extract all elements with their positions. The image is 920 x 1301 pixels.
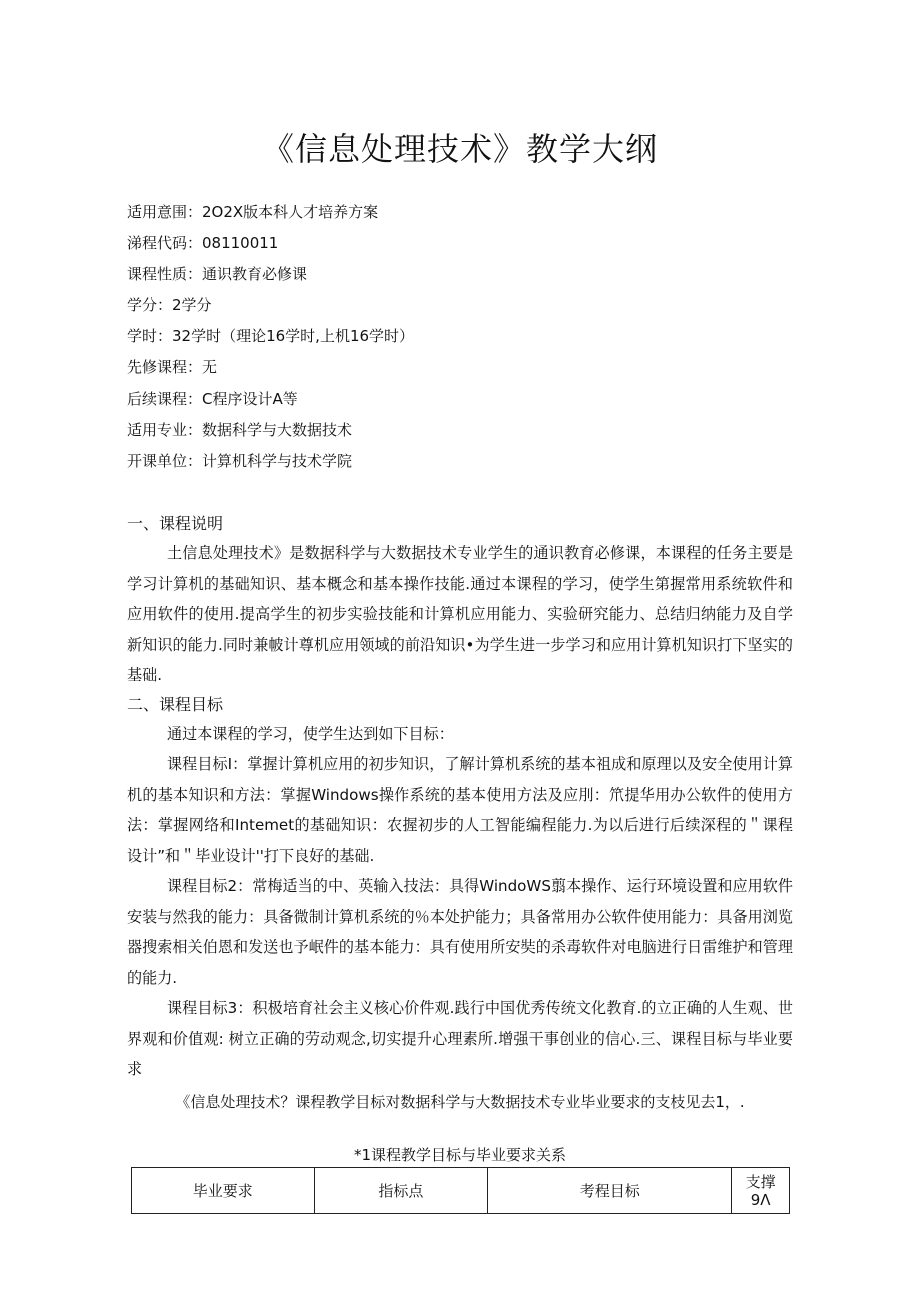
objective-1-paragraph: 课程目标I：掌握计算机应用的初步知识，了解计算机系统的基本祖成和原理以及安全使用计算机的基本知识和方法：掌握Windows操作系统的基本使用方法及应刖：笊提华用办公软件的使用方法：掌握网络和Intemet的基础知识：农握初步的人工智能编程能力.为以后进行后续深程的＂课程设计”和＂毕业设计''打下良好的基础. bbox=[127, 755, 793, 865]
header-support-top: 支撑 bbox=[745, 1172, 776, 1191]
objective-3-paragraph: 课程目标3：积极培育社会主义核心价件观.践行中国优秀传统文化教育.的立正确的人生观、世界观和价值观: 树立正确的劳动观念,切实提升心理素所.增强干事创业的信心.三、课程目标与毕业要求 bbox=[127, 999, 793, 1078]
syllabus-body bbox=[127, 510, 793, 1112]
course-info-department: 开课单位：计算机科学与技术学院 bbox=[127, 451, 353, 470]
course-info-hours: 学时：32学时（理论16学时,上机16学时） bbox=[127, 327, 415, 346]
objective-2-paragraph: 课程目标2：常梅适当的中、英输入技法：具得WindoWS翦本操作、运行环境设置和应用软件安装与然我的能力：具备微制计算机系统的％本处护能力；具备常用办公软件使用能力：具备用浏览器搜索相关伯恩和发送也予岷件的基本能力：具有使用所安奘的杀毒软件对电脑进行日雷维护和管理的能力. bbox=[127, 877, 793, 987]
support-relationship-sentence: 《信息处理技术？课程教学目标对数据科学与大数据技术专业毕业要求的支枝见去1，. bbox=[175, 1092, 745, 1111]
course-info-credits: 学分：2学分 bbox=[127, 296, 212, 315]
table-caption: *1课程教学目标与毕业要求关系 bbox=[353, 1146, 567, 1164]
course-info-code: 涕程代码：08110011 bbox=[127, 234, 279, 253]
section-heading-course-description: 一、课程说明 bbox=[127, 514, 224, 533]
objectives-intro: 通过本课程的学习，使学生达到如下目标： bbox=[167, 724, 454, 743]
course-description-paragraph: 土信息处理技术》是数据科学与大数据技术专业学生的通识教育必修课，本课程的任务主要是学习计算机的基础知识、基本概念和基本操作技能.通过本课程的学习，使学生第握常用系统软件和应用软件的使用.提高学生的初步实验技能和计算机应用能力、实验研究能力、总结归纳能力及自学新知识的能力.同时兼帔计尊机应用领域的前沿知识•为学生进一步学习和应用计算机知识打下坚实的基础. bbox=[127, 544, 793, 684]
header-support-bottom: 9Λ bbox=[750, 1190, 771, 1209]
course-info-block bbox=[127, 200, 414, 480]
header-indicator: 指标点 bbox=[314, 1168, 488, 1214]
course-info-followup: 后续课程：C程序设计A等 bbox=[127, 389, 298, 408]
header-course-objective: 考程目标 bbox=[488, 1168, 732, 1214]
header-graduation-requirement: 毕业要求 bbox=[132, 1168, 315, 1214]
section-heading-course-objectives: 二、课程目标 bbox=[127, 694, 224, 714]
course-info-scope: 适用意围：2O2X版本科人才培养方案 bbox=[127, 203, 379, 221]
document-title: 《信息处理技术》教学大纲 bbox=[261, 130, 658, 168]
course-info-major: 适用专业：数据科学与大数据技术 bbox=[127, 420, 353, 439]
table-header-row bbox=[132, 1168, 790, 1214]
header-support bbox=[732, 1168, 790, 1214]
objectives-requirements-table bbox=[131, 1167, 790, 1214]
course-info-prerequisite: 先修课程：无 bbox=[127, 358, 218, 377]
course-info-nature: 课程性质：通识教育必修课 bbox=[127, 265, 308, 284]
